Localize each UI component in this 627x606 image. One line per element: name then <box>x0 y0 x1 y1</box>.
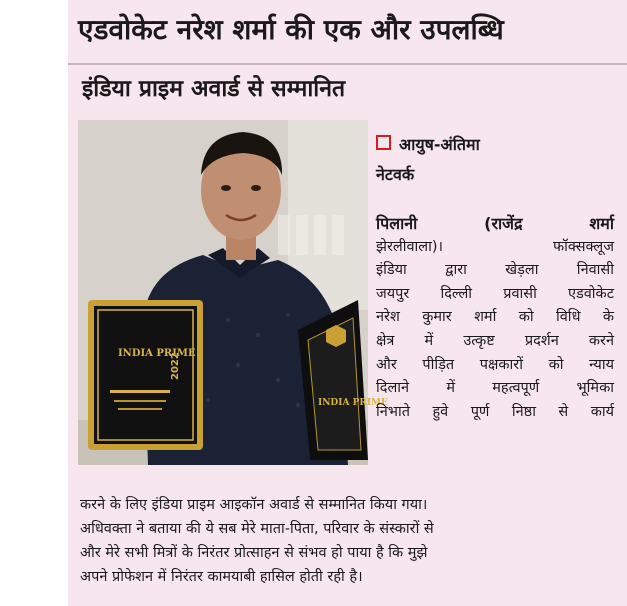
award-right-text: INDIA PRIME <box>318 398 388 408</box>
headline: एडवोकेट नरेश शर्मा की एक और उपलब्धि <box>78 13 504 46</box>
body-line: अधिवक्ता ने बताया की ये सब मेरे माता-पिता, परिवार के संस्कारों से <box>80 521 434 537</box>
subheadline: इंडिया प्राइम अवार्ड से सम्मानित <box>82 76 346 102</box>
article-column-text <box>376 212 614 424</box>
award-left-text: INDIA PRIME <box>118 348 196 359</box>
column-line: जयपुर दिल्ली प्रवासी एडवोकेट <box>376 285 614 302</box>
award-photo <box>78 120 388 465</box>
column-line: पिलानी (राजेंद्र शर्मा <box>376 214 614 233</box>
newspaper-clipping <box>68 0 627 606</box>
article-full-text <box>80 493 620 589</box>
column-line: झेरलीवाला)। फॉक्सक्लूज <box>376 238 614 255</box>
byline-network: नेटवर्क <box>376 165 415 184</box>
column-line: दिलाने में महत्वपूर्ण भूमिका <box>376 380 614 397</box>
byline <box>376 130 616 190</box>
column-line: निभाते हुवे पूर्ण निष्ठा से कार्य <box>376 403 614 420</box>
body-line: और मेरे सभी मित्रों के निरंतर प्रोत्साहन से संभव हो पाया है कि मुझे <box>80 545 428 561</box>
body-line: अपने प्रोफेशन में निरंतर कामयाबी हासिल होती रही है। <box>80 569 363 585</box>
column-line: क्षेत्र में उत्कृष्ट प्रदर्शन करने <box>376 332 614 349</box>
body-line: करने के लिए इंडिया प्राइम आइकॉन अवार्ड से सम्मानित किया गया। <box>80 497 428 513</box>
page-margin <box>0 0 68 606</box>
column-line: इंडिया द्वारा खेड़ला निवासी <box>376 262 614 279</box>
column-line: नरेश कुमार शर्मा को विधि के <box>376 309 614 326</box>
column-line: और पीड़ित पक्षकारों को न्याय <box>376 356 614 373</box>
byline-name: आयुष-अंतिमा <box>399 135 480 154</box>
award-left-year: 2022 <box>170 352 181 380</box>
byline-box-icon <box>376 135 391 150</box>
divider <box>68 63 627 65</box>
